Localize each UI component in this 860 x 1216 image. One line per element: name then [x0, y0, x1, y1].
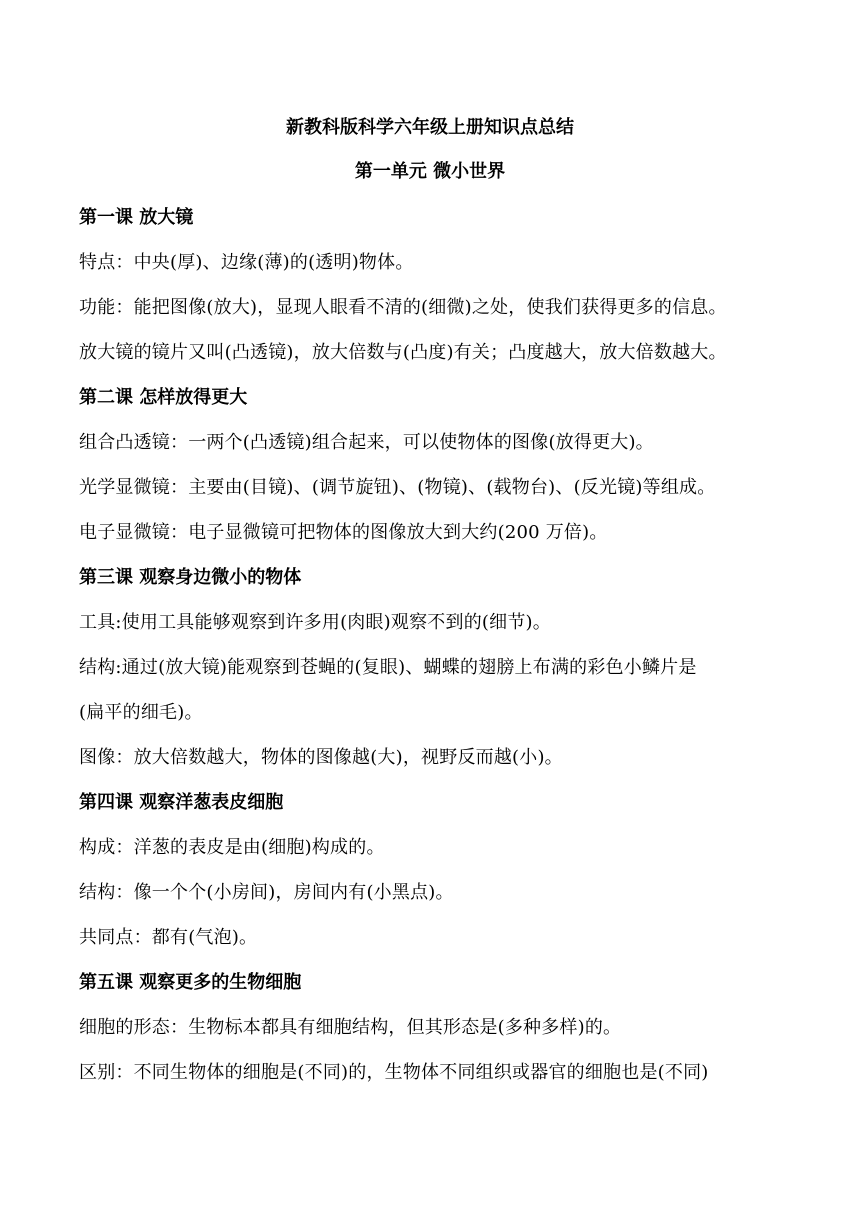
- lesson-4-line-1: 构成：洋葱的表皮是由(细胞)构成的。: [79, 837, 385, 858]
- lesson-heading-1: 第一课 放大镜: [79, 207, 194, 228]
- lesson-2-line-1: 组合凸透镜：一两个(凸透镜)组合起来，可以使物体的图像(放得更大)。: [79, 432, 654, 453]
- unit-title: 第一单元 微小世界: [354, 161, 506, 182]
- lesson-5-line-2: 区别：不同生物体的细胞是(不同)的，生物体不同组织或器官的细胞也是(不同): [79, 1062, 709, 1083]
- lesson-2-line-3: 电子显微镜：电子显微镜可把物体的图像放大到大约(200 万倍)。: [79, 522, 608, 543]
- lesson-1-line-1: 特点：中央(厚)、边缘(薄)的(透明)物体。: [79, 252, 414, 273]
- lesson-heading-3: 第三课 观察身边微小的物体: [79, 567, 302, 588]
- lesson-1-line-2: 功能：能把图像(放大)，显现人眼看不清的(细微)之处，使我们获得更多的信息。: [79, 297, 727, 318]
- lesson-4-line-3: 共同点：都有(气泡)。: [79, 927, 258, 948]
- lesson-heading-4: 第四课 观察洋葱表皮细胞: [79, 792, 284, 813]
- lesson-1-line-3: 放大镜的镜片又叫(凸透镜)，放大倍数与(凸度)有关；凸度越大，放大倍数越大。: [79, 342, 727, 363]
- lesson-heading-5: 第五课 观察更多的生物细胞: [79, 972, 302, 993]
- document-title: 新教科版科学六年级上册知识点总结: [286, 117, 574, 138]
- lesson-3-line-4: 图像：放大倍数越大，物体的图像越(大)，视野反而越(小)。: [79, 747, 563, 768]
- lesson-heading-2: 第二课 怎样放得更大: [79, 387, 248, 408]
- lesson-3-line-1: 工具:使用工具能够观察到许多用(肉眼)观察不到的(细节)。: [79, 612, 551, 633]
- lesson-2-line-2: 光学显微镜：主要由(目镜)、(调节旋钮)、(物镜)、(载物台)、(反光镜)等组成。: [79, 477, 716, 498]
- lesson-4-line-2: 结构：像一个个(小房间)，房间内有(小黑点)。: [79, 882, 454, 903]
- lesson-3-line-3: (扁平的细毛)。: [79, 702, 203, 723]
- lesson-3-line-2: 结构:通过(放大镜)能观察到苍蝇的(复眼)、蝴蝶的翅膀上布满的彩色小鳞片是: [79, 657, 697, 678]
- lesson-5-line-1: 细胞的形态：生物标本都具有细胞结构，但其形态是(多种多样)的。: [79, 1017, 622, 1038]
